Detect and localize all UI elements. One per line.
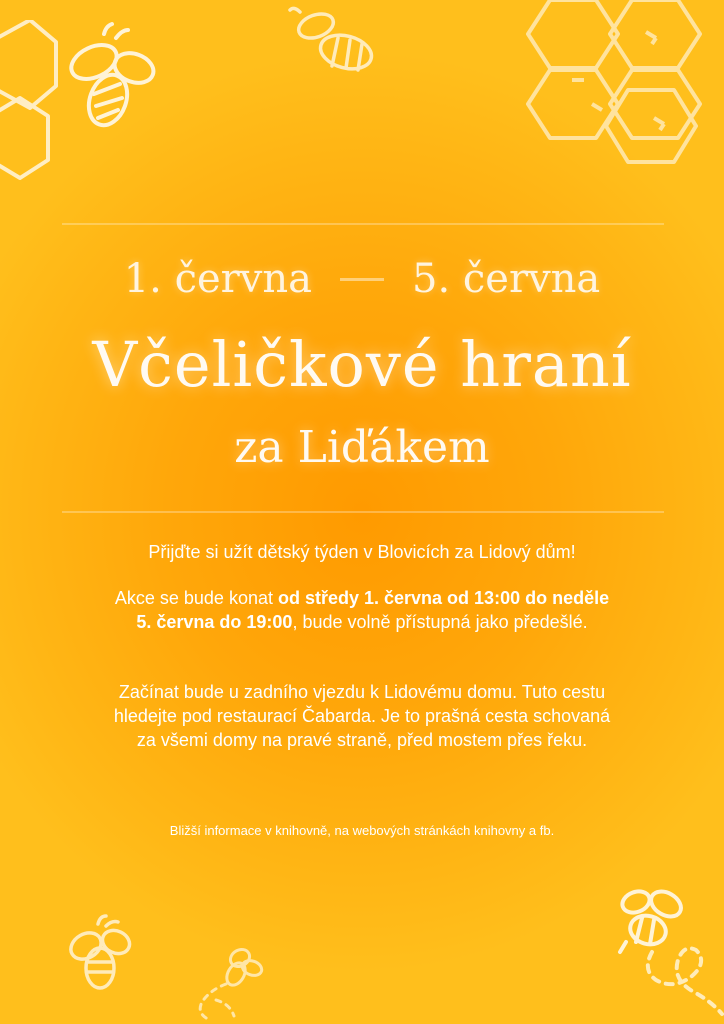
- schedule-prefix: Akce se bude konat: [114, 588, 278, 608]
- schedule-end: do neděle 5. června do 19:00: [136, 588, 610, 632]
- schedule-suffix: , bude volně přístupná jako předešlé.: [292, 612, 588, 632]
- honeycomb-top-right-icon: [520, 0, 724, 180]
- divider-top: [62, 223, 664, 225]
- bee-icon: [62, 912, 140, 992]
- intro-text: Přijďte si užít dětský týden v Blovicích za Lidový dům!: [148, 542, 576, 562]
- bee-trail-icon: [612, 880, 724, 1024]
- divider-bottom: [62, 511, 664, 513]
- event-subtitle: za Liďákem: [234, 422, 490, 473]
- date-start: 1. června: [123, 256, 312, 302]
- date-end: 5. června: [412, 256, 601, 302]
- schedule-text: [108, 586, 616, 634]
- schedule-start: od středy 1. června od 13:00: [277, 588, 521, 608]
- event-title: Včeličkové hraní: [92, 328, 632, 401]
- bee-trail-icon: [190, 940, 270, 1024]
- bee-icon: [286, 2, 386, 82]
- date-range: [0, 256, 724, 302]
- directions-text: Začínat bude u zadního vjezdu k Lidovému domu. Tuto cestu hledejte pod restaurací Čabarda. Je to prašná cesta schovaná za všemi domy na pravé straně, před mostem přes řeku.: [113, 682, 611, 750]
- date-separator: [340, 278, 384, 281]
- bee-icon: [56, 20, 166, 140]
- footer-info: Bližší informace v knihovně, na webových stránkách knihovny a fb.: [169, 823, 555, 838]
